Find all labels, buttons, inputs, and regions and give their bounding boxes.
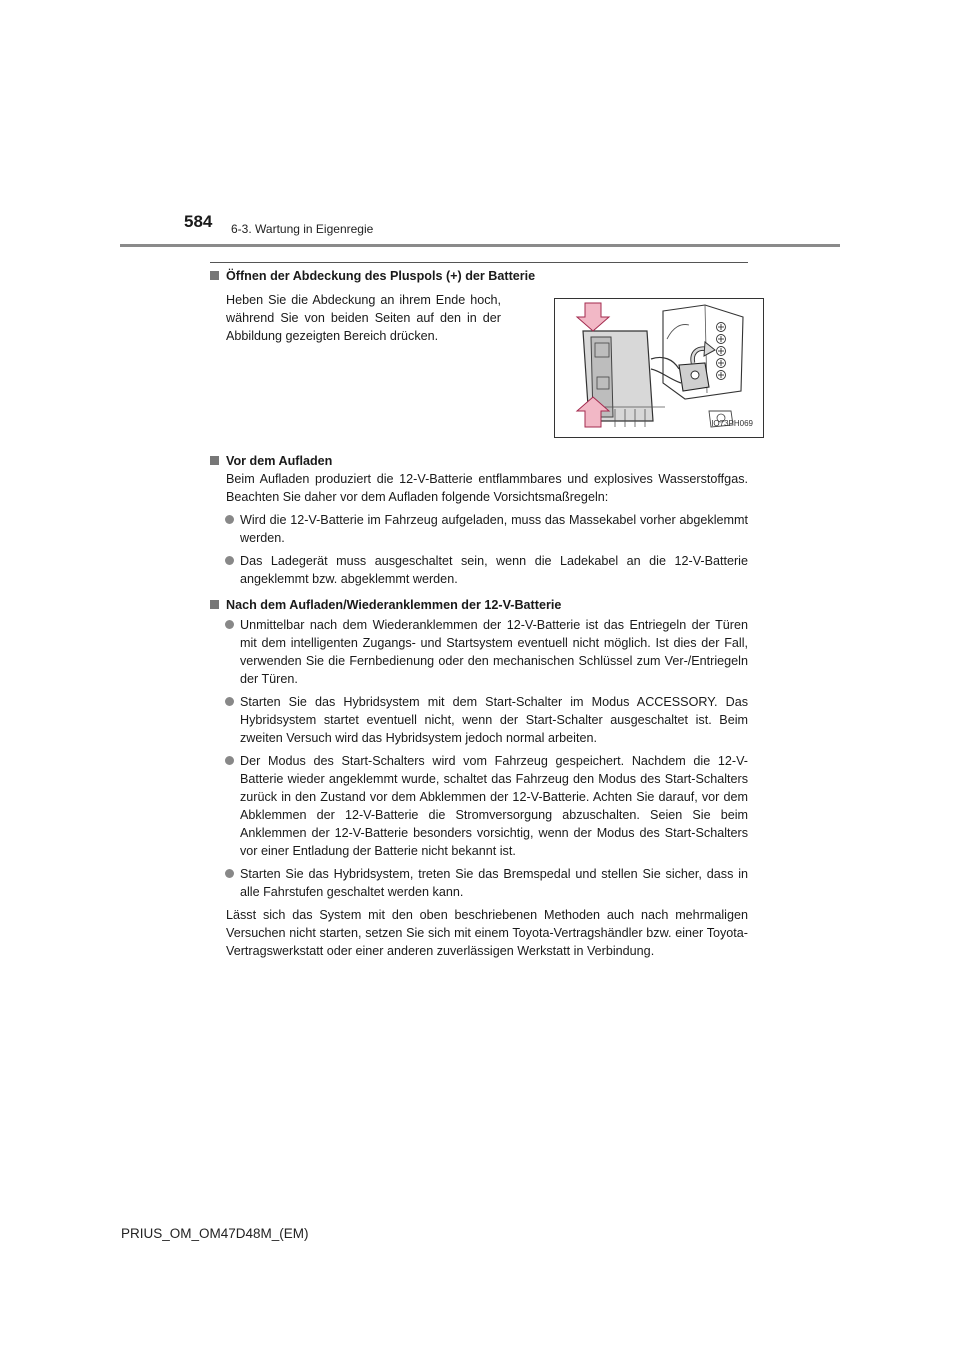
header-rule [120,244,840,247]
list-item [210,752,748,860]
square-bullet-icon [210,600,219,609]
list-item [210,511,748,547]
figure-id: IO73PH069 [711,419,753,428]
circle-bullet-icon [225,756,234,765]
list-item-text: Starten Sie das Hybridsystem mit dem Start-Schalter im Modus ACCESSORY. Das Hybridsystem startet eventuell nicht, wenn der Start-Schalter ausgeschaltet ist. Beim zweiten Versuch wird das Hybridsystem jedoch normal arbeiten. [240,695,748,745]
list-item [210,865,748,901]
list-item-text: Unmittelbar nach dem Wiederanklemmen der 12-V-Batterie ist das Entriegeln der Türen mit dem intelligenten Zugangs- und Startsystem eventuell nicht möglich. Ist dies der Fall, verwenden Sie die Fernbedienung oder den mechanischen Schlüssel zum Ver-/Entriegeln der Türen. [240,618,748,686]
document-code: PRIUS_OM_OM47D48M_(EM) [121,1226,309,1241]
square-bullet-icon [210,271,219,280]
content-rule [210,262,748,263]
circle-bullet-icon [225,620,234,629]
circle-bullet-icon [225,556,234,565]
list-item [210,693,748,747]
before-charging-heading [210,452,748,470]
closing-paragraph: Lässt sich das System mit den oben beschriebenen Methoden auch nach mehrmaligen Versuchen nicht starten, setzen Sie sich mit einem Toyota-Vertragshändler bzw. einer Toyota-Vertragswerkstatt oder einer anderen zuverlässigen Werkstatt in Verbindung. [226,908,748,958]
after-charging-heading-text: Nach dem Aufladen/Wiederanklemmen der 12-V-Batterie [226,598,562,612]
cover-row [210,291,753,438]
list-item-text: Das Ladegerät muss ausgeschaltet sein, wenn die Ladekabel an die 12-V-Batterie angeklemmt bzw. abgeklemmt werden. [240,554,748,586]
list-item-text: Der Modus des Start-Schalters wird vom Fahrzeug gespeichert. Nachdem die 12-V-Batterie wieder angeklemmt wurde, schaltet das Fahrzeug den Modus des Start-Schalters zurück in den Zustand vor dem Abklemmen der 12-V-Batterie. Achten Sie darauf, vor dem Abklemmen der 12-V-Batterie die Stromversorgung abzuschalten. Seien Sie beim Anklemmen der 12-V-Batterie besonders vorsichtig, wenn der Modus des Start-Schalters vor einer Entladung der Batterie nicht bekannt ist. [240,754,748,858]
list-item [210,552,748,588]
section-title: 6-3. Wartung in Eigenregie [231,222,374,236]
before-charging-heading-text: Vor dem Aufladen [226,454,333,468]
list-item [210,616,748,688]
circle-bullet-icon [225,697,234,706]
cover-instruction: Heben Sie die Abdeckung an ihrem Ende hoch, während Sie von beiden Seiten auf den in der Abbildung gezeigten Bereich drücken. [226,293,501,343]
cover-heading-text: Öffnen der Abdeckung des Pluspols (+) der Batterie [226,269,536,283]
circle-bullet-icon [225,515,234,524]
before-charging-text: Beim Aufladen produziert die 12-V-Batterie entflammbares und explosives Wasserstoffgas. Beachten Sie daher vor dem Aufladen folgende Vorsichtsmaßregeln: [226,472,748,504]
square-bullet-icon [210,456,219,465]
circle-bullet-icon [225,869,234,878]
page-number: 584 [184,212,213,231]
after-charging-heading [210,596,748,614]
cover-heading [210,267,748,285]
list-item-text: Starten Sie das Hybridsystem, treten Sie das Bremspedal und stellen Sie sicher, dass in alle Fahrstufen geschaltet werden kann. [240,867,748,899]
battery-cover-illustration [554,298,764,438]
page-content [210,267,753,960]
list-item-text: Wird die 12-V-Batterie im Fahrzeug aufgeladen, muss das Massekabel vorher abgeklemmt werden. [240,513,748,545]
